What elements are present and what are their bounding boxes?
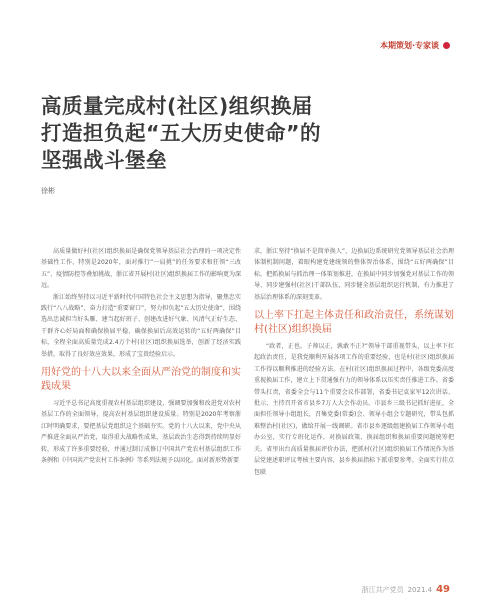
- paragraph: 浙江始终坚持以习近平新时代中国特色社会主义思想为指导，聚焦忠实践行“八八战略”、奋力打造“重要窗口”，努力担负起“五大历史使命”，围绕选出忠诚担当好头雁、建当起好班子、创建改进好气象、风清气正好生态、干群齐心好局面和确保换届平稳、确保换届后高效运转的“五好两确保”目标，全程全面高质量完成2.4万个村(社区)组织换届选举，创新了经济实践举措，取得了良好效应效果，形成了宝贵经验启示。: [41, 293, 241, 358]
- paragraph: “政者，正也。子帅以正，孰敢不正?”领导干部重视带头，以上率下扛起政治责任，是我党顺利开展各项工作的重要经验，也是村(社区)组织换届工作得以顺利推进的经验方法。在村(社区)组织换届过程中，各级党委高度重视换届工作，建立上下贯通强有力的领导体系以压实责任推进工作。省委带头扛责，省委全会与11个重要会议作部署，省委书记袁家军12次讲话、批示，主持召开省市县乡7万人大会作动员。市县乡三级书记抓好进征，全面担任领导小组组长，召集党委(常委)会、领导小组会专题研究，带头包抓难整治村(社区)，做给开展一线调研。省市县乡逐级组建换届工作领导小组办公室，实行专班化运作，对换届政策、换届组织和换届重要问题统筹把关。省里出台高质量换届评价办法，把抓村(社区)组织换届工作情况作为基层党建述职评议考核主要内容，县乡换届指标下派重要参考。全面实行挂点包联: [254, 343, 454, 476]
- section-heading: 用好党的十八大以来全面从严治党的制度和实践成果: [41, 367, 241, 393]
- page-number: 49: [436, 584, 450, 595]
- article-title: [41, 93, 441, 174]
- right-column: [254, 246, 454, 478]
- title-line-3: 坚强战斗堡垒: [41, 148, 167, 172]
- section-tag: [380, 40, 450, 51]
- title-line-1: 高质量完成村(社区)组织换届: [41, 94, 313, 118]
- red-dot-icon: [443, 42, 450, 49]
- magazine-name: 浙江共产党员: [361, 585, 404, 594]
- paragraph: 习近平总书记高度重视农村基层组织建设，强调要加强和改进党对农村基层工作的全面领导，提高农村基层组织建设质量。特别是2020年考察浙江时明确要求，要把基层党组织这个基础夯实。党的十八大以来，党中央从严推进全面从严治党，取得重大战略性成果，基层政治生态得到持续明显好转，形成了许多重要经验，并通过制订成修订中国共产党农村基层组织工作条例和《中国共产党农村工作条例》等系列法规予以固化。面对新形势新要: [41, 400, 241, 465]
- author-name: 徐彬: [41, 187, 55, 195]
- section-label: 本期策划·专家谈: [379, 41, 439, 50]
- paragraph: 高质量做好村(社区)组织换届是确保党领导基层社会治理的一项决定性基础性工作，特别是2020年，面对推行“一肩挑”的任务要求和狂领“三改五”、疫情防控等叠加挑战，浙江省开展村(社区)组织换届工作的影响更为深远。: [41, 248, 241, 290]
- section-heading: 以上率下扛起主体责任和政治责任，系统谋划村(社区)组织换届: [254, 310, 454, 336]
- page-footer: [362, 584, 450, 595]
- left-column: [41, 246, 241, 467]
- title-line-2: 打造担负起“五大历史使命”的: [41, 121, 321, 145]
- issue-number: 2021.4: [407, 585, 433, 594]
- paragraph: 求，浙江坚持“换届不是简单换人”，边换届边系统研究党领导基层社会治理体制机制问题，着眼构建党建统领的整体智治体系，围绕“五好两确保”目标，把抓换届与抓治理一体策划推进，在换届中同步加强党对基层工作的领导，同步建强村(社区)干部队伍，同步健全基层组织运行机制，有力推进了基层治理体系的深刻变革。: [254, 248, 454, 301]
